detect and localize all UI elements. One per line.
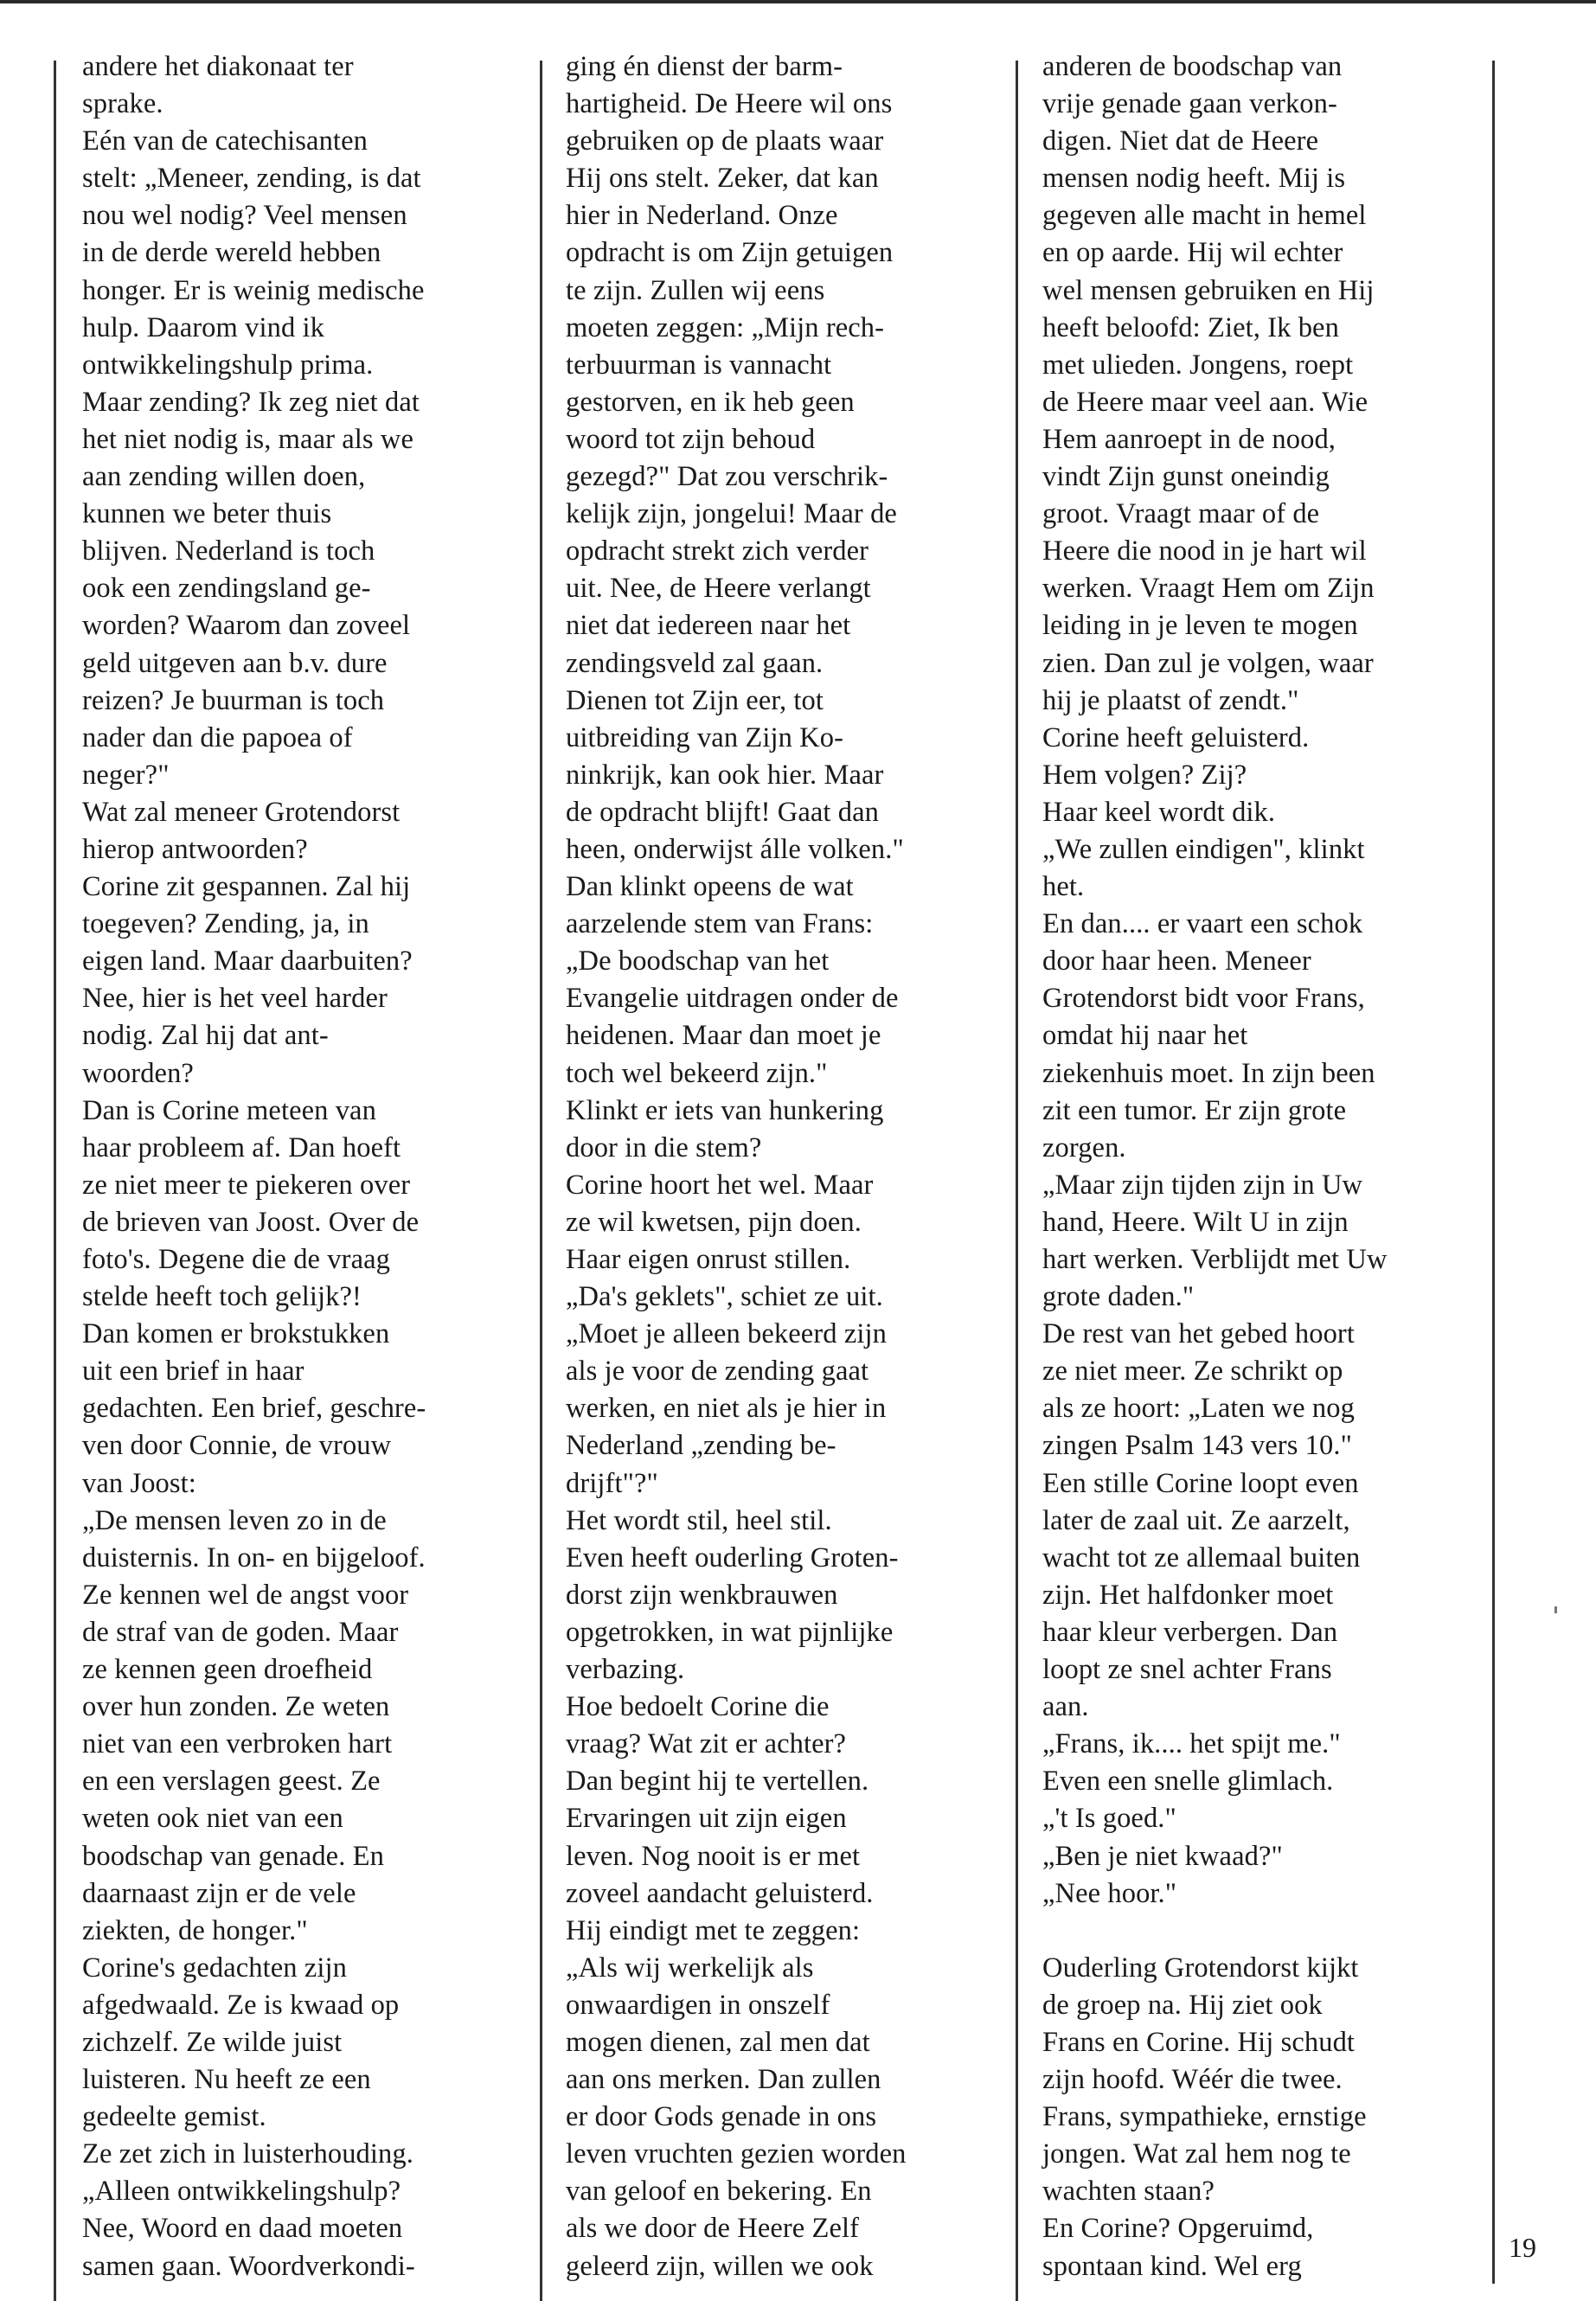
text-line: reizen? Je buurman is toch xyxy=(82,684,385,716)
text-line: anderen de boodschap van xyxy=(1042,51,1343,82)
text-line: ze wil kwetsen, pijn doen. xyxy=(566,1206,862,1238)
text-line: eigen land. Maar daarbuiten? xyxy=(82,945,413,977)
text-line: onwaardigen in onszelf xyxy=(566,1989,830,2021)
text-line: dorst zijn wenkbrauwen xyxy=(566,1579,838,1611)
text-line: hier in Nederland. Onze xyxy=(566,200,838,232)
text-line: „'t Is goed." xyxy=(1042,1803,1176,1835)
text-line: Hij ons stelt. Zeker, dat kan xyxy=(566,163,879,195)
text-line: Het wordt stil, heel stil. xyxy=(566,1504,832,1536)
text-line: Ouderling Grotendorst kijkt xyxy=(1042,1952,1359,1984)
text-line: Dan klinkt opeens de wat xyxy=(566,871,854,903)
text-column-3 xyxy=(1042,48,1388,2285)
text-line: omdat hij naar het xyxy=(1042,1020,1248,1052)
text-line: Hem volgen? Zij? xyxy=(1042,759,1247,791)
text-line: geleerd zijn, willen we ook xyxy=(566,2250,874,2282)
text-line: gezegd?" Dat zou verschrik- xyxy=(566,461,888,493)
text-line: Ze kennen wel de angst voor xyxy=(82,1579,409,1611)
text-line: kunnen we beter thuis xyxy=(82,498,332,530)
text-line: vindt Zijn gunst oneindig xyxy=(1042,461,1330,493)
text-line: de straf van de goden. Maar xyxy=(82,1616,399,1648)
text-line: aan ons merken. Dan zullen xyxy=(566,2064,881,2096)
text-line: En dan.... er vaart een schok xyxy=(1042,908,1363,940)
text-line: daarnaast zijn er de vele xyxy=(82,1877,356,1909)
text-line: gebruiken op de plaats waar xyxy=(566,125,884,157)
text-line: Klinkt er iets van hunkering xyxy=(566,1094,884,1126)
text-line: woorden? xyxy=(82,1057,194,1089)
text-line: Evangelie uitdragen onder de xyxy=(566,983,899,1015)
text-line: vraag? Wat zit er achter? xyxy=(566,1728,847,1760)
text-line: Corine zit gespannen. Zal hij xyxy=(82,871,411,903)
text-line: groot. Vraagt maar of de xyxy=(1042,498,1320,530)
text-line: werken, en niet als je hier in xyxy=(566,1393,887,1425)
text-line: „Maar zijn tijden zijn in Uw xyxy=(1042,1169,1363,1201)
text-line: verbazing. xyxy=(566,1654,685,1686)
text-line: heen, onderwijst álle volken." xyxy=(566,833,904,865)
text-line: zijn. Het halfdonker moet xyxy=(1042,1579,1334,1611)
text-line: uit een brief in haar xyxy=(82,1356,304,1388)
text-line: Grotendorst bidt voor Frans, xyxy=(1042,983,1365,1015)
text-line: Frans, sympathieke, ernstige xyxy=(1042,2101,1367,2133)
text-line: geld uitgeven aan b.v. dure xyxy=(82,647,388,679)
text-line: „Ben je niet kwaad?" xyxy=(1042,1840,1283,1872)
text-line: „Da's geklets", schiet ze uit. xyxy=(566,1281,883,1313)
text-line: de Heere maar veel aan. Wie xyxy=(1042,386,1368,418)
text-line: Hij eindigt met te zeggen: xyxy=(566,1914,861,1946)
text-line: over hun zonden. Ze weten xyxy=(82,1691,390,1723)
text-line: Een stille Corine loopt even xyxy=(1042,1467,1359,1499)
text-line: hart werken. Verblijdt met Uw xyxy=(1042,1244,1388,1275)
text-line: opdracht strekt zich verder xyxy=(566,535,869,567)
text-line: aarzelende stem van Frans: xyxy=(566,908,874,940)
text-line: „Als wij werkelijk als xyxy=(566,1952,814,1984)
text-line: met ulieden. Jongens, roept xyxy=(1042,349,1354,381)
page-number: 19 xyxy=(1509,2232,1536,2263)
text-line: blijven. Nederland is toch xyxy=(82,535,375,567)
text-line: Frans en Corine. Hij schudt xyxy=(1042,2026,1356,2058)
text-line: terbuurman is vannacht xyxy=(566,349,832,381)
text-line: Nederland „zending be- xyxy=(566,1430,836,1462)
text-line: ontwikkelingshulp prima. xyxy=(82,349,374,381)
text-line: leiding in je leven te mogen xyxy=(1042,610,1358,642)
text-line: zichzelf. Ze wilde juist xyxy=(82,2026,343,2058)
column-divider-2 xyxy=(1016,61,1018,2301)
text-line: mensen nodig heeft. Mij is xyxy=(1042,163,1346,195)
text-line: afgedwaald. Ze is kwaad op xyxy=(82,1989,400,2021)
text-line: door in die stem? xyxy=(566,1131,762,1163)
text-line: Maar zending? Ik zeg niet dat xyxy=(82,386,420,418)
text-line: moeten zeggen: „Mijn rech- xyxy=(566,311,885,343)
text-line: Corine's gedachten zijn xyxy=(82,1952,347,1984)
text-line: door haar heen. Meneer xyxy=(1042,945,1311,977)
text-line: Wat zal meneer Grotendorst xyxy=(82,796,401,828)
text-line: te zijn. Zullen wij eens xyxy=(566,274,825,306)
text-line: En Corine? Opgeruimd, xyxy=(1042,2213,1314,2245)
text-line: „We zullen eindigen", klinkt xyxy=(1042,833,1365,865)
text-line: er door Gods genade in ons xyxy=(566,2101,877,2133)
text-line: gedeelte gemist. xyxy=(82,2101,266,2133)
text-line: als je voor de zending gaat xyxy=(566,1356,869,1388)
text-line: ziekten, de honger." xyxy=(82,1914,308,1946)
text-line: ninkrijk, kan ook hier. Maar xyxy=(566,759,884,791)
text-line: aan. xyxy=(1042,1691,1089,1723)
text-line: Dienen tot Zijn eer, tot xyxy=(566,684,824,716)
text-line: hierop antwoorden? xyxy=(82,833,308,865)
text-line: Dan is Corine meteen van xyxy=(82,1094,376,1126)
text-line: „Frans, ik.... het spijt me." xyxy=(1042,1728,1341,1760)
text-line: De rest van het gebed hoort xyxy=(1042,1318,1355,1350)
text-line: „De mensen leven zo in de xyxy=(82,1504,387,1536)
text-line: wacht tot ze allemaal buiten xyxy=(1042,1541,1361,1574)
text-line: Eén van de catechisanten xyxy=(82,125,368,157)
text-line: leven vruchten gezien worden xyxy=(566,2138,907,2170)
text-line: toch wel bekeerd zijn." xyxy=(566,1057,828,1089)
text-line: leven. Nog nooit is er met xyxy=(566,1840,861,1872)
text-line: zijn hoofd. Wéér die twee. xyxy=(1042,2064,1343,2096)
text-line: hand, Heere. Wilt U in zijn xyxy=(1042,1206,1349,1238)
text-line: „Alleen ontwikkelingshulp? xyxy=(82,2176,401,2208)
text-line: als ze hoort: „Laten we nog xyxy=(1042,1393,1355,1425)
text-line: zingen Psalm 143 vers 10." xyxy=(1042,1430,1352,1462)
text-line: Haar keel wordt dik. xyxy=(1042,796,1276,828)
text-line: hulp. Daarom vind ik xyxy=(82,311,325,343)
text-line: „De boodschap van het xyxy=(566,945,830,977)
text-line: Ervaringen uit zijn eigen xyxy=(566,1803,847,1835)
text-line: ook een zendingsland ge- xyxy=(82,573,371,605)
text-line: en op aarde. Hij wil echter xyxy=(1042,237,1343,269)
text-line: heidenen. Maar dan moet je xyxy=(566,1020,881,1052)
text-line: drijft"?" xyxy=(566,1467,658,1499)
text-line: zit een tumor. Er zijn grote xyxy=(1042,1094,1347,1126)
column-divider-3 xyxy=(1492,61,1495,2284)
text-line: stelde heeft toch gelijk?! xyxy=(82,1281,362,1313)
left-margin-rule xyxy=(54,61,56,2301)
text-column-1 xyxy=(82,48,426,2285)
text-line: Nee, Woord en daad moeten xyxy=(82,2213,403,2245)
text-line: Corine heeft geluisterd. xyxy=(1042,721,1310,753)
text-line: uitbreiding van Zijn Ko- xyxy=(566,721,844,753)
text-line: ziekenhuis moet. In zijn been xyxy=(1042,1057,1375,1089)
text-line: het. xyxy=(1042,871,1085,903)
text-line: Nee, hier is het veel harder xyxy=(82,983,388,1015)
text-line: wel mensen gebruiken en Hij xyxy=(1042,274,1375,306)
text-line: het niet nodig is, maar als we xyxy=(82,423,413,455)
text-line: zien. Dan zul je volgen, waar xyxy=(1042,647,1374,679)
text-line: neger?" xyxy=(82,759,170,791)
text-line: zendingsveld zal gaan. xyxy=(566,647,824,679)
text-line: honger. Er is weinig medische xyxy=(82,274,425,306)
text-line: aan zending willen doen, xyxy=(82,461,366,493)
text-line: gedachten. Een brief, geschre- xyxy=(82,1393,426,1425)
text-line: Even heeft ouderling Groten- xyxy=(566,1541,899,1574)
text-line: niet dat iedereen naar het xyxy=(566,610,851,642)
text-line: worden? Waarom dan zoveel xyxy=(82,610,411,642)
text-line: haar kleur verbergen. Dan xyxy=(1042,1616,1338,1648)
text-line: hartigheid. De Heere wil ons xyxy=(566,88,893,120)
text-line: hij je plaatst of zendt." xyxy=(1042,684,1299,716)
column-divider-1 xyxy=(540,61,542,2301)
text-line: luisteren. Nu heeft ze een xyxy=(82,2064,371,2096)
text-line: ze niet meer te piekeren over xyxy=(82,1169,411,1201)
text-line: nou wel nodig? Veel mensen xyxy=(82,200,407,232)
text-line: spontaan kind. Wel erg xyxy=(1042,2250,1302,2282)
text-line: Ze zet zich in luisterhouding. xyxy=(82,2138,413,2170)
top-border-rule xyxy=(0,0,1596,3)
text-line: later de zaal uit. Ze aarzelt, xyxy=(1042,1504,1350,1536)
text-line: in de derde wereld hebben xyxy=(82,237,381,269)
text-line: „Nee hoor." xyxy=(1042,1877,1177,1909)
text-line: opgetrokken, in wat pijnlijke xyxy=(566,1616,894,1648)
text-line: ging én dienst der barm- xyxy=(566,51,843,82)
text-line: sprake. xyxy=(82,88,163,120)
text-line: wachten staan? xyxy=(1042,2176,1215,2208)
text-line: Heere die nood in je hart wil xyxy=(1042,535,1367,567)
text-line: en een verslagen geest. Ze xyxy=(82,1766,381,1798)
text-line: duisternis. In on- en bijgeloof. xyxy=(82,1541,426,1574)
text-line: heeft beloofd: Ziet, Ik ben xyxy=(1042,311,1339,343)
text-line: zoveel aandacht geluisterd. xyxy=(566,1877,874,1909)
text-line: stelt: „Meneer, zending, is dat xyxy=(82,163,421,195)
text-line: woord tot zijn behoud xyxy=(566,423,816,455)
text-line: gegeven alle macht in hemel xyxy=(1042,200,1367,232)
text-line: toegeven? Zending, ja, in xyxy=(82,908,369,940)
text-line: kelijk zijn, jongelui! Maar de xyxy=(566,498,897,530)
text-line: ze kennen geen droefheid xyxy=(82,1654,373,1686)
text-line: als we door de Heere Zelf xyxy=(566,2213,860,2245)
text-line: vrije genade gaan verkon- xyxy=(1042,88,1337,120)
text-line: mogen dienen, zal men dat xyxy=(566,2026,870,2058)
text-line: jongen. Wat zal hem nog te xyxy=(1042,2138,1351,2170)
paragraph-gap xyxy=(1042,1913,1388,1950)
text-line: ze niet meer. Ze schrikt op xyxy=(1042,1356,1343,1388)
text-line: Hoe bedoelt Corine die xyxy=(566,1691,830,1723)
text-line: ven door Connie, de vrouw xyxy=(82,1430,392,1462)
text-line: digen. Niet dat de Heere xyxy=(1042,125,1319,157)
text-line: Corine hoort het wel. Maar xyxy=(566,1169,874,1201)
text-line: grote daden." xyxy=(1042,1281,1195,1313)
text-line: haar probleem af. Dan hoeft xyxy=(82,1131,401,1163)
text-line: opdracht is om Zijn getuigen xyxy=(566,237,894,269)
text-line: andere het diakonaat ter xyxy=(82,51,354,82)
text-line: de opdracht blijft! Gaat dan xyxy=(566,796,879,828)
text-line: van geloof en bekering. En xyxy=(566,2176,872,2208)
text-line: gestorven, en ik heb geen xyxy=(566,386,855,418)
text-line: Haar eigen onrust stillen. xyxy=(566,1244,851,1275)
text-line: „Moet je alleen bekeerd zijn xyxy=(566,1318,887,1350)
text-line: Dan komen er brokstukken xyxy=(82,1318,390,1350)
text-line: nader dan die papoea of xyxy=(82,721,353,753)
text-line: Even een snelle glimlach. xyxy=(1042,1766,1334,1798)
text-line: de brieven van Joost. Over de xyxy=(82,1206,420,1238)
text-line: de groep na. Hij ziet ook xyxy=(1042,1989,1323,2021)
text-line: weten ook niet van een xyxy=(82,1803,343,1835)
margin-speck xyxy=(1554,1606,1557,1613)
text-column-2 xyxy=(566,48,907,2285)
text-line: niet van een verbroken hart xyxy=(82,1728,393,1760)
text-line: Hem aanroept in de nood, xyxy=(1042,423,1336,455)
text-line: uit. Nee, de Heere verlangt xyxy=(566,573,871,605)
text-line: foto's. Degene die de vraag xyxy=(82,1244,390,1275)
text-line: samen gaan. Woordverkondi- xyxy=(82,2250,415,2282)
text-line: Dan begint hij te vertellen. xyxy=(566,1766,869,1798)
text-line: zorgen. xyxy=(1042,1131,1126,1163)
text-line: boodschap van genade. En xyxy=(82,1840,384,1872)
text-line: werken. Vraagt Hem om Zijn xyxy=(1042,573,1375,605)
text-line: nodig. Zal hij dat ant- xyxy=(82,1020,329,1052)
text-line: van Joost: xyxy=(82,1467,196,1499)
text-line: loopt ze snel achter Frans xyxy=(1042,1654,1332,1686)
